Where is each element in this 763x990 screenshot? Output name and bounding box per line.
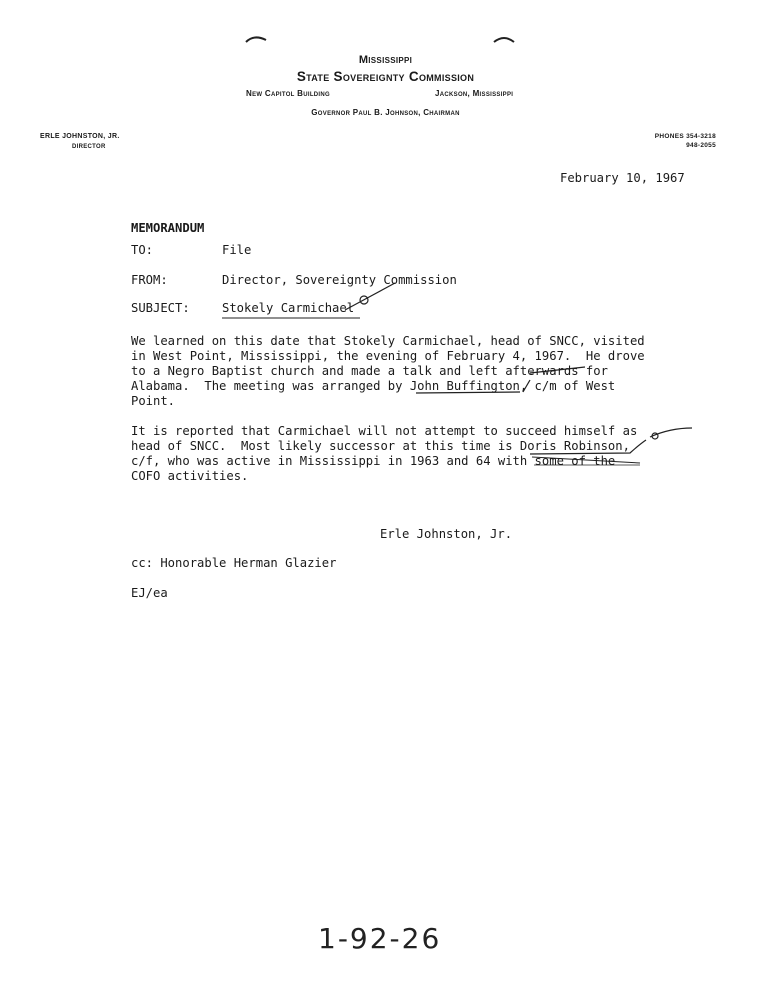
letterhead-agency: State Sovereignty Commission — [296, 69, 475, 84]
phones-line2: 948-2055 — [686, 142, 716, 149]
body-paragraph-2: It is reported that Carmichael will not attempt to succeed himself as head of SNCC. Most likely successor at this time is Doris Robinson, c/f, who was active in Mississippi in 1963 and 64 with some of the COFO activities. — [131, 424, 638, 483]
handwritten-file-number: 1-92-26 — [318, 922, 442, 955]
subject-value: Stokely Carmichael — [222, 301, 355, 315]
letterhead-city: Jackson, Mississippi — [435, 89, 514, 98]
letterhead-mark-left — [246, 37, 266, 42]
letterhead-governor: Governor Paul B. Johnson, Chairman — [311, 108, 460, 117]
from-value: Director, Sovereignty Commission — [222, 273, 457, 287]
subject-label: SUBJECT: — [131, 301, 190, 315]
signature-line: Erle Johnston, Jr. — [380, 527, 513, 541]
director-title: DIRECTOR — [72, 144, 106, 150]
body-paragraph-1: We learned on this date that Stokely Carmichael, head of SNCC, visited in West Point, Mississippi, the evening of February 4, 1967. He drove to a Negro Baptist church and made a talk and left afterwards for Alabama. The meeting was arranged by John Buffington, c/m of West Point. — [131, 334, 645, 408]
to-value: File — [222, 243, 252, 257]
memo-heading: MEMORANDUM — [131, 221, 205, 235]
carbon-copy-line: cc: Honorable Herman Glazier — [131, 556, 337, 570]
director-name: ERLE JOHNSTON, JR. — [40, 133, 120, 140]
phones-line1: PHONES 354-3218 — [654, 133, 716, 140]
reference-initials: EJ/ea — [131, 586, 168, 600]
memo-date: February 10, 1967 — [560, 171, 685, 185]
letterhead-state: Mississippi — [358, 54, 413, 66]
to-label: TO: — [131, 243, 154, 257]
letterhead-mark-right — [494, 38, 514, 42]
letterhead-building: New Capitol Building — [246, 89, 330, 98]
from-label: FROM: — [131, 273, 168, 287]
